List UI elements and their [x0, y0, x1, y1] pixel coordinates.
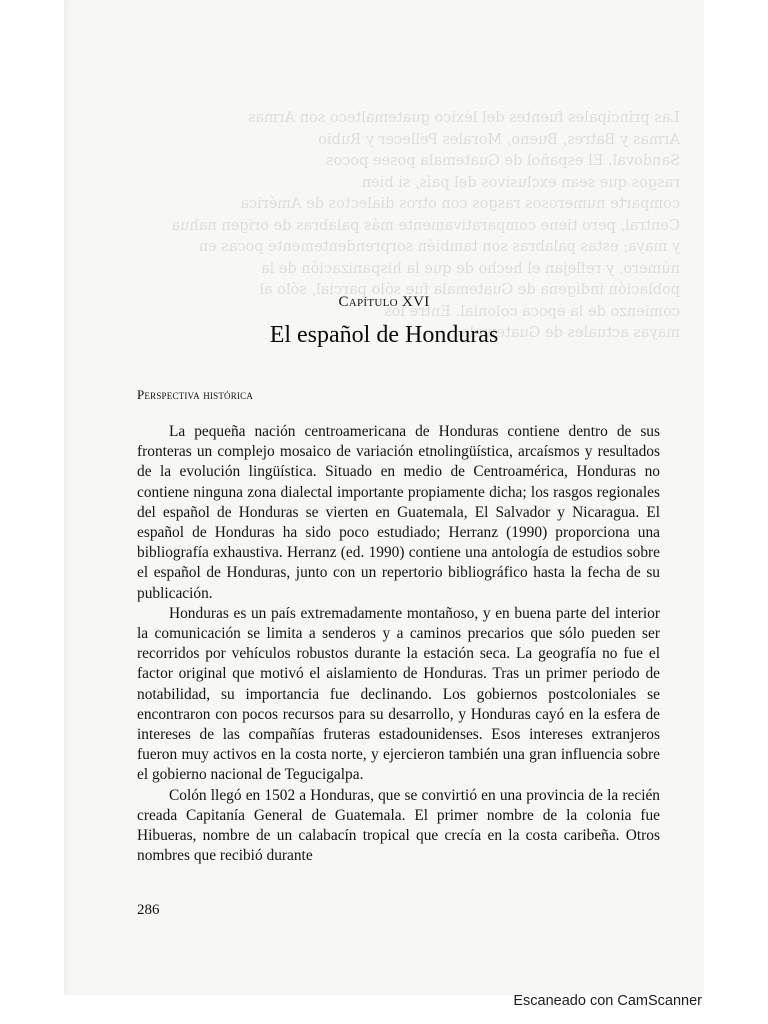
paragraph: Honduras es un país extremadamente montañoso, y en buena parte del interior la comunicación se limita a senderos y a caminos precarios que sólo pueden ser recorridos por vehículos robustos durante la estación seca. La geografía no fue el factor original que motivó el aislamiento de Honduras. Tras un primer periodo de notabilidad, su importancia fue declinando. Los gobiernos postcoloniales se encontraron con pocos recursos para su desarrollo, y Honduras cayó en la esfera de intereses de las compañías fruteras estadounidenses. Esos intereses extranjeros fueron muy activos en la costa norte, y ejercieron también una gran influencia sobre el gobierno nacional de Tegucigalpa.: [137, 604, 660, 784]
chapter-title: El español de Honduras: [269, 322, 499, 348]
paragraph: Colón llegó en 1502 a Honduras, que se convirtió en una provincia de la recién creada Capitanía General de Guatemala. El primer nombre de la colonia fue Hibueras, nombre de un calabacín tropical que crecía en la costa caribeña. Otros nombres que recibió durante: [137, 786, 660, 865]
section-heading: Perspectiva histórica: [137, 387, 254, 402]
show-through-bleed: Las principales fuentes del léxico guatemalteco son Armas Armas y Batres, Bueno, Morales Pellecer y Rubio Sandoval. El español de Guatemala posee pocos rasgos que sean exclusivos del país, si bien comparte numerosos rasgos con otros dialectos de América Central, pero tiene comparativamente más palabras de origen nahua y maya; estas palabras son también sorprendentemente pocas en número, y reflejan el hecho de que la hispanización de la población indígena de Guatemala fue sólo parcial, sólo al comienzo de la época colonial. Entre los mayas actuales de Guatemala.: [171, 110, 680, 341]
paragraph: La pequeña nación centroamericana de Honduras contiene dentro de sus fronteras un complejo mosaico de variación etnolingüística, arcaísmos y resultados de la evolución lingüística. Situado en medio de Centroamérica, Honduras no contiene ninguna zona dialectal importante propiamente dicha; los rasgos regionales del español de Honduras se vierten en Guatemala, El Salvador y Nicaragua. El español de Honduras ha sido poco estudiado; Herranz (1990) proporciona una bibliografía exhaustiva. Herranz (ed. 1990) contiene una antología de estudios sobre el español de Honduras, junto con un repertorio bibliográfico hasta la fecha de su publicación.: [137, 423, 660, 602]
page-number: 286: [137, 902, 160, 918]
chapter-label: Capítulo XVI: [338, 294, 430, 310]
scanner-watermark: Escaneado con CamScanner: [513, 993, 702, 1009]
body-text: [137, 422, 660, 866]
